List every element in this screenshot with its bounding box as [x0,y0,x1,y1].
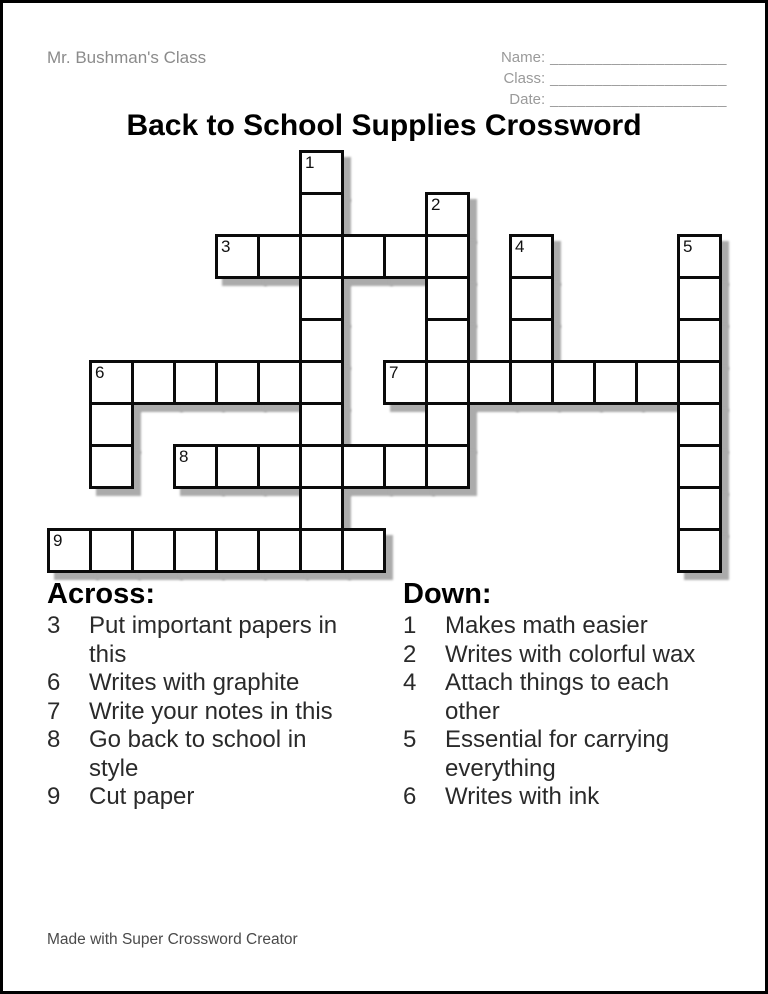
grid-cell-number: 7 [389,363,399,382]
clue-text: Makes math easier [445,612,648,639]
name-blank-line: ____________________ [550,49,727,66]
grid-cell[interactable] [173,360,218,405]
clue-text: Go back to school in style [89,726,307,782]
across-heading: Across: [47,578,155,610]
grid-cell[interactable] [173,444,218,489]
grid-cell[interactable] [677,528,722,573]
teacher-class-label: Mr. Bushman's Class [47,48,207,67]
clue-text: Attach things to each other [445,669,670,725]
grid-cell[interactable] [677,444,722,489]
clue-number: 6 [47,669,61,696]
name-label: Name: [500,49,546,66]
grid-cell[interactable] [89,528,134,573]
grid-cell-number: 2 [431,195,441,214]
clue-text: Cut paper [89,783,195,810]
grid-cell[interactable] [299,276,344,321]
clue-text: Writes with ink [445,783,600,810]
grid-cell[interactable] [425,192,470,237]
clue-item [47,698,362,727]
grid-cell[interactable] [215,360,260,405]
clue-item [403,612,718,641]
grid-cell[interactable] [257,444,302,489]
grid-cell-number: 6 [95,363,105,382]
grid-cell[interactable] [131,528,176,573]
clue-number: 4 [403,669,417,696]
grid-cell[interactable] [509,318,554,363]
grid-cell[interactable] [677,360,722,405]
clue-number: 5 [403,726,417,753]
grid-cell[interactable] [509,276,554,321]
grid-cell[interactable] [677,402,722,447]
clue-number: 8 [47,726,61,753]
clue-number: 3 [47,612,61,639]
date-blank-line: ____________________ [550,91,727,108]
clue-item [403,726,718,783]
grid-cell[interactable] [215,528,260,573]
grid-cell[interactable] [467,360,512,405]
grid-cell[interactable] [299,486,344,531]
grid-cell[interactable] [593,360,638,405]
clue-item [403,669,718,726]
grid-cell[interactable] [341,444,386,489]
grid-cell-number: 3 [221,237,231,256]
grid-cell[interactable] [635,360,680,405]
grid-cell[interactable] [257,234,302,279]
grid-cell-number: 8 [179,447,189,466]
grid-cell[interactable] [257,528,302,573]
down-clue-list [403,612,718,812]
grid-cell-number: 9 [53,531,63,550]
credit-text: Made with Super Crossword Creator [47,931,298,948]
grid-cell-number: 1 [305,153,315,172]
grid-cell[interactable] [89,360,134,405]
grid-cell[interactable] [89,444,134,489]
grid-cell[interactable] [425,276,470,321]
grid-cell[interactable] [215,234,260,279]
grid-cell[interactable] [299,444,344,489]
grid-cell[interactable] [257,360,302,405]
clue-number: 1 [403,612,417,639]
page-title: Back to School Supplies Crossword [126,109,642,142]
clue-text: Write your notes in this [89,697,333,725]
grid-cell[interactable] [509,234,554,279]
grid-cell[interactable] [677,486,722,531]
grid-cell[interactable] [89,402,134,447]
clue-text: Put important papers in this [89,612,338,668]
clue-item [47,612,362,669]
class-blank-line: ____________________ [550,70,727,87]
grid-cell[interactable] [509,360,554,405]
grid-cell[interactable] [425,234,470,279]
grid-cell[interactable] [677,318,722,363]
grid-cell[interactable] [299,528,344,573]
grid-cell[interactable] [299,234,344,279]
grid-cell[interactable] [341,528,386,573]
grid-cell[interactable] [299,360,344,405]
clue-item [47,669,362,698]
grid-cell[interactable] [215,444,260,489]
grid-cell[interactable] [677,276,722,321]
grid-cell[interactable] [383,444,428,489]
clue-item [47,726,362,783]
grid-cell[interactable] [425,360,470,405]
grid-cell[interactable] [299,318,344,363]
grid-cell[interactable] [173,528,218,573]
date-label: Date: [509,91,546,108]
across-clue-list [47,612,362,812]
grid-cell[interactable] [131,360,176,405]
grid-cell-number: 5 [683,237,693,256]
clue-item [403,641,718,670]
down-heading: Down: [403,578,492,610]
crossword-grid [3,3,765,991]
grid-cell[interactable] [425,318,470,363]
clue-item [403,783,718,812]
grid-cell[interactable] [299,402,344,447]
clue-item [47,783,362,812]
grid-cell[interactable] [425,444,470,489]
clue-number: 7 [47,697,61,725]
grid-cell[interactable] [383,234,428,279]
clue-text: Writes with graphite [89,669,300,696]
grid-cell[interactable] [47,528,92,573]
grid-cell-number: 4 [515,237,525,256]
clue-text: Essential for carrying everything [445,726,670,782]
clue-number: 2 [403,640,417,668]
grid-cell[interactable] [677,234,722,279]
clue-text: Writes with colorful wax [445,640,696,668]
grid-cell[interactable] [383,360,428,405]
grid-cell[interactable] [341,234,386,279]
grid-cell[interactable] [299,150,344,195]
clue-number: 9 [47,783,61,810]
grid-cell[interactable] [551,360,596,405]
class-label: Class: [503,70,546,87]
grid-cell[interactable] [425,402,470,447]
grid-cell[interactable] [299,192,344,237]
clue-number: 6 [403,783,417,810]
